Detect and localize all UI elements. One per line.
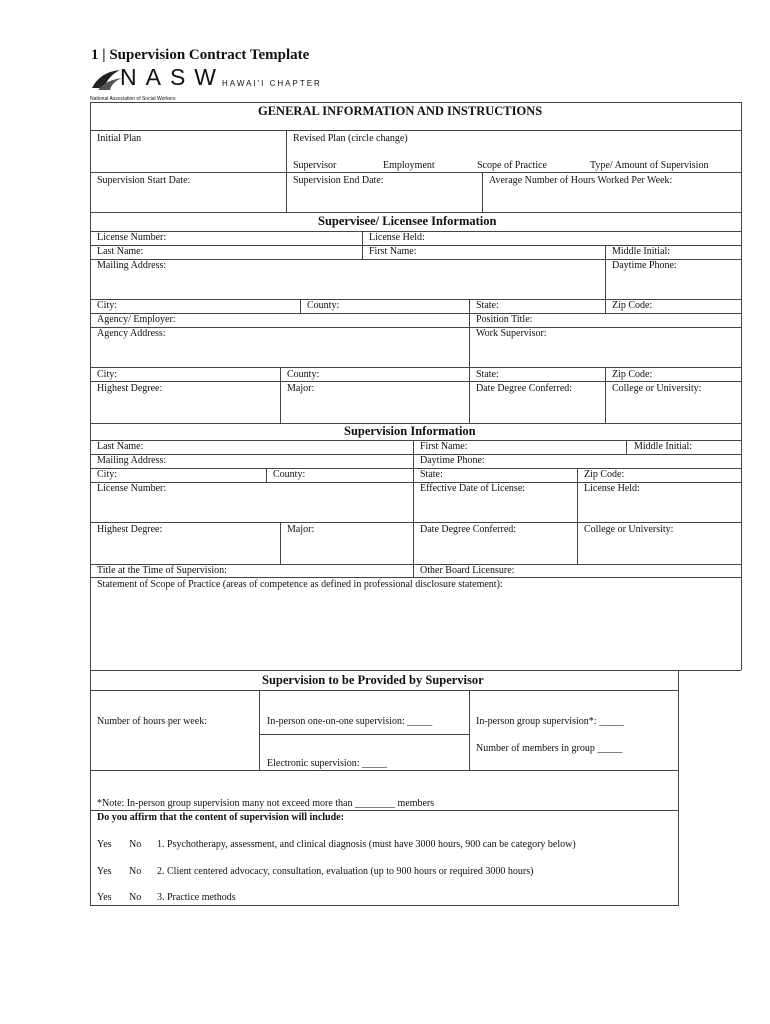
provided-heading: Supervision to be Provided by Supervisor (262, 673, 484, 687)
hours-per-week-field[interactable]: Number of hours per week: (97, 716, 207, 727)
item3-yes[interactable]: Yes (97, 892, 112, 903)
supervisee-position[interactable]: Position Title: (476, 314, 533, 325)
supervisee-city-2[interactable]: City: (97, 369, 118, 380)
supervisee-daytime-phone[interactable]: Daytime Phone: (612, 260, 677, 271)
electronic-supervision-field[interactable]: Electronic supervision: _____ (267, 758, 387, 769)
supervisor-date-conferred[interactable]: Date Degree Conferred: (420, 524, 517, 535)
supervisor-daytime-phone[interactable]: Daytime Phone: (420, 455, 485, 466)
supervisee-last-name[interactable]: Last Name: (97, 246, 144, 257)
logo-chapter: HAWAI'I CHAPTER (222, 79, 322, 88)
supervisor-county[interactable]: County: (273, 469, 306, 480)
supervisee-state-2[interactable]: State: (476, 369, 499, 380)
item1-no[interactable]: No (129, 839, 142, 850)
start-date-field[interactable]: Supervision Start Date: (97, 175, 191, 186)
supervisor-first-name[interactable]: First Name: (420, 441, 468, 452)
in-person-one-on-one-field[interactable]: In-person one-on-one supervision: _____ (267, 716, 433, 727)
supervisee-zip[interactable]: Zip Code: (612, 300, 653, 311)
item3-text: 3. Practice methods (157, 892, 236, 903)
supervisee-middle-initial[interactable]: Middle Initial: (612, 246, 671, 257)
supervisee-city[interactable]: City: (97, 300, 118, 311)
item2-no[interactable]: No (129, 866, 142, 877)
supervisee-heading: Supervisee/ Licensee Information (318, 214, 497, 228)
supervisee-first-name[interactable]: First Name: (369, 246, 417, 257)
members-in-group-field[interactable]: Number of members in group _____ (476, 743, 623, 754)
supervisee-license-held[interactable]: License Held: (369, 232, 425, 243)
item2-text: 2. Client centered advocacy, consultation, evaluation (up to 900 hours or required 3000 hours) (157, 866, 534, 877)
logo-text: NASW (120, 64, 225, 90)
supervisor-city[interactable]: City: (97, 469, 118, 480)
supervisee-agency-address[interactable]: Agency Address: (97, 328, 166, 339)
supervisee-agency[interactable]: Agency/ Employer: (97, 314, 176, 325)
affirm-question: Do you affirm that the content of supervision will include: (97, 812, 344, 823)
supervisee-mailing-address[interactable]: Mailing Address: (97, 260, 167, 271)
scope-statement-field[interactable]: Statement of Scope of Practice (areas of competence as defined in professional disclosure statement): (97, 579, 503, 590)
supervisor-highest-degree[interactable]: Highest Degree: (97, 524, 163, 535)
supervisor-state[interactable]: State: (420, 469, 443, 480)
page-title-line (91, 47, 309, 64)
supervisor-zip[interactable]: Zip Code: (584, 469, 625, 480)
logo-swoosh-icon (90, 68, 124, 92)
group-note: *Note: In-person group supervision many not exceed more than ________ members (97, 798, 435, 809)
logo-subtext: National Association of Social Workers (90, 96, 176, 102)
supervisee-county-2[interactable]: County: (287, 369, 320, 380)
title-separator: | (102, 47, 106, 63)
supervisee-work-supervisor[interactable]: Work Supervisor: (476, 328, 547, 339)
revised-plan-label: Revised Plan (circle change) (293, 133, 408, 144)
supervisee-state[interactable]: State: (476, 300, 499, 311)
supervisee-highest-degree[interactable]: Highest Degree: (97, 383, 163, 394)
item1-text: 1. Psychotherapy, assessment, and clinical diagnosis (must have 3000 hours, 900 can be category below) (157, 839, 576, 850)
option-type-amount[interactable]: Type/ Amount of Supervision (590, 160, 709, 171)
item2-yes[interactable]: Yes (97, 866, 112, 877)
option-employment[interactable]: Employment (383, 160, 435, 171)
supervisee-zip-2[interactable]: Zip Code: (612, 369, 653, 380)
supervisor-other-board[interactable]: Other Board Licensure: (420, 565, 515, 576)
initial-plan-label: Initial Plan (97, 133, 142, 144)
general-heading: GENERAL INFORMATION AND INSTRUCTIONS (258, 104, 543, 118)
supervisor-effective-date[interactable]: Effective Date of License: (420, 483, 526, 494)
supervisor-mailing-address[interactable]: Mailing Address: (97, 455, 167, 466)
avg-hours-field[interactable]: Average Number of Hours Worked Per Week: (489, 175, 673, 186)
supervisee-license-number[interactable]: License Number: (97, 232, 167, 243)
supervisee-date-conferred[interactable]: Date Degree Conferred: (476, 383, 573, 394)
end-date-field[interactable]: Supervision End Date: (293, 175, 384, 186)
supervisor-major[interactable]: Major: (287, 524, 315, 535)
supervisee-county[interactable]: County: (307, 300, 340, 311)
item3-no[interactable]: No (129, 892, 142, 903)
supervisor-title-at-time[interactable]: Title at the Time of Supervision: (97, 565, 227, 576)
supervisor-license-held[interactable]: License Held: (584, 483, 640, 494)
item1-yes[interactable]: Yes (97, 839, 112, 850)
nasw-logo (90, 66, 320, 104)
supervision-heading: Supervision Information (344, 424, 476, 438)
supervisee-college[interactable]: College or University: (612, 383, 702, 394)
supervisor-college[interactable]: College or University: (584, 524, 674, 535)
supervisee-major[interactable]: Major: (287, 383, 315, 394)
supervisor-last-name[interactable]: Last Name: (97, 441, 144, 452)
page-number: 1 (91, 47, 99, 63)
page-title: Supervision Contract Template (109, 47, 310, 63)
option-scope-of-practice[interactable]: Scope of Practice (477, 160, 547, 171)
option-supervisor[interactable]: Supervisor (293, 160, 337, 171)
supervisor-middle-initial[interactable]: Middle Initial: (634, 441, 693, 452)
in-person-group-field[interactable]: In-person group supervision*: _____ (476, 716, 625, 727)
supervisor-license-number[interactable]: License Number: (97, 483, 167, 494)
